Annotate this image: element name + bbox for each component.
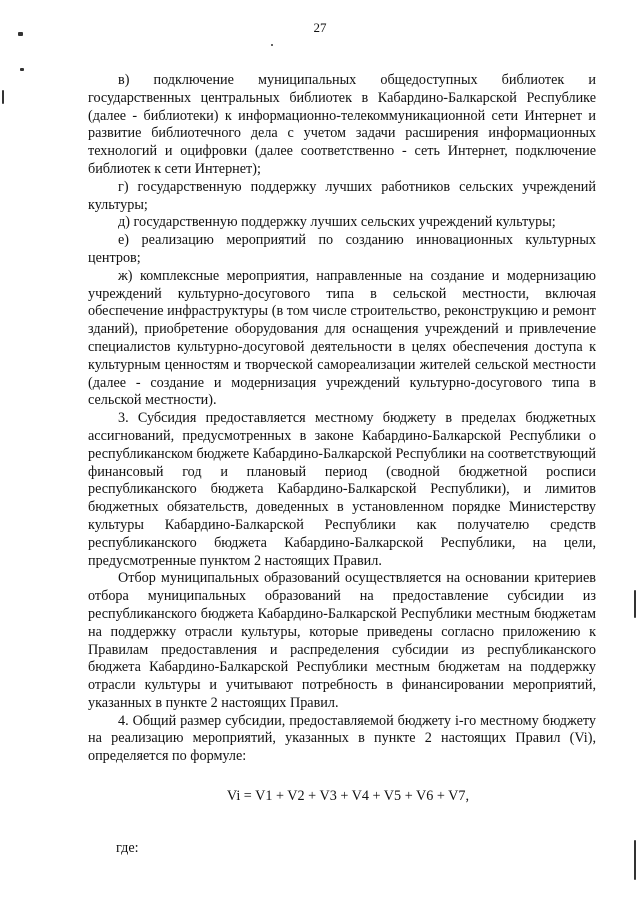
document-body bbox=[88, 72, 596, 858]
formula: Vi = V1 + V2 + V3 + V4 + V5 + V6 + V7, bbox=[226, 788, 470, 805]
scan-mark-dot bbox=[271, 44, 273, 46]
paragraph-selection: Отбор муниципальных образований осуществляется на основании критериев отбора муниципальных образований на предоставление субсидии из республиканского бюджета Кабардино-Балкарской Республики местным бюджетам на поддержку отрасли культуры, которые приведены согласно приложению к Правилам предоставления и распределения субсидии из республиканского бюджета Кабардино-Балкарской Республики местным бюджетам на поддержку отрасли культуры и учитывают потребность в финансировании мероприятий, указанных в пункте 2 настоящих Правил. bbox=[88, 570, 596, 711]
paragraph-v: в) подключение муниципальных общедоступных библиотек и государственных центральных библиотек в Кабардино-Балкарской Республике (далее - библиотеки) к информационно-телекоммуникационной сети Интернет и развитие библиотечного дела с учетом задачи расширения информационных технологий и оцифровки (далее соответственно - сеть Интернет, подключение библиотек к сети Интернет); bbox=[88, 72, 596, 177]
paragraph-e: е) реализацию мероприятий по созданию инновационных культурных центров; bbox=[88, 232, 596, 266]
scan-mark-left bbox=[20, 68, 24, 71]
paragraph-zh: ж) комплексные мероприятия, направленные на создание и модернизацию учреждений культурно-досугового типа в сельской местности, включая обеспечение инфраструктуры (в том числе строительство, реконструкцию и ремонт зданий), приобретение оборудования для оснащения учреждений и привлечение специалистов культурно-досуговой деятельности в целях обеспечения доступа к культурным ценностям и творческой самореализации жителей сельской местности (далее - создание и модернизация учреждений культурно-досугового типа в сельской местности). bbox=[88, 267, 596, 409]
page-number: 27 bbox=[313, 20, 327, 35]
scan-mark-right-edge-2 bbox=[634, 840, 636, 880]
scan-mark-right-edge bbox=[634, 590, 636, 618]
paragraph-4: 4. Общий размер субсидии, предоставляемой бюджету i-го местному бюджету на реализацию мероприятий, указанных в пункте 2 настоящих Правил (Vi), определяется по формуле: bbox=[88, 712, 596, 765]
where-label: где: bbox=[116, 839, 139, 856]
paragraph-d: д) государственную поддержку лучших сельских учреждений культуры; bbox=[118, 214, 556, 231]
paragraph-3: 3. Субсидия предоставляется местному бюджету в пределах бюджетных ассигнований, предусмотренных в законе Кабардино-Балкарской Республики о республиканском бюджете Кабардино-Балкарской Республики на соответствующий финансовый год и плановый период (сводной бюджетной росписи республиканского бюджета Кабардино-Балкарской Республики), и лимитов бюджетных обязательств, доведенных в установленном порядке Министерству культуры Кабардино-Балкарской Республики как получателю средств республиканского бюджета Кабардино-Балкарской Республики, на цели, предусмотренные пунктом 2 настоящих Правил. bbox=[88, 410, 596, 569]
paragraph-g: г) государственную поддержку лучших работников сельских учреждений культуры; bbox=[88, 178, 596, 213]
scan-mark-left-edge bbox=[2, 90, 4, 104]
scan-mark-top-left bbox=[18, 32, 23, 36]
